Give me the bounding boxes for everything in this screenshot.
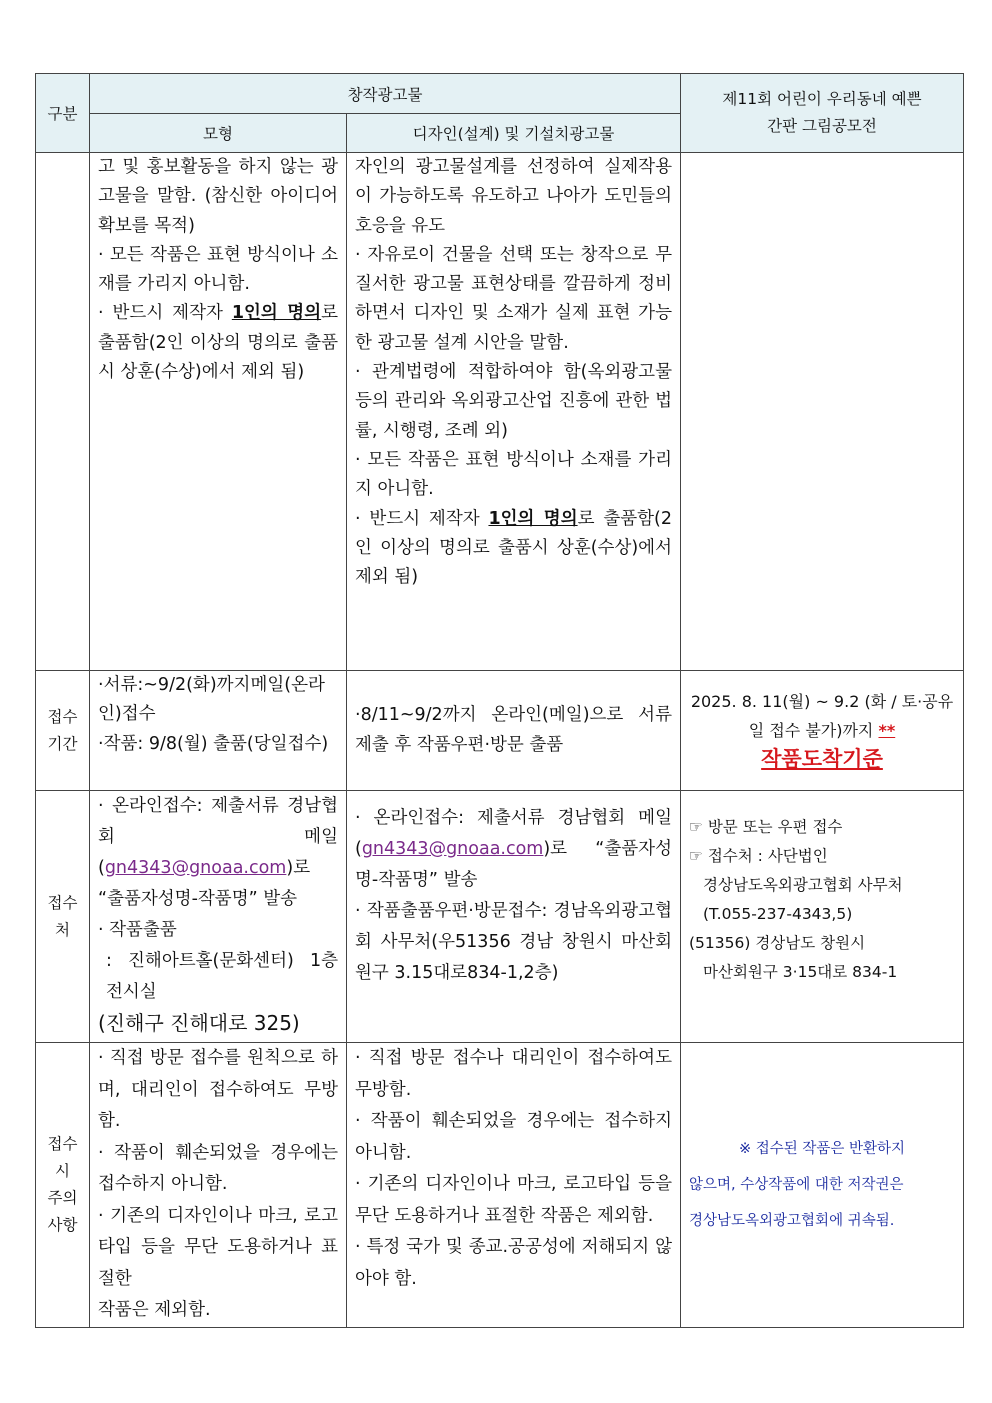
row4-model-para: · 기존의 디자인이나 마크, 로고타입 등을 무단 도용하거나 표절한 <box>98 1205 338 1289</box>
header-gubun: 구분 <box>36 74 90 153</box>
row3-model-para: (진해구 진해대로 325) <box>98 1011 300 1035</box>
row2-model-para: ·서류:~9/2(화)까지메일(온라인)접수 <box>98 675 325 725</box>
notice-line: 않으며, 수상작품에 대한 저작권은 <box>689 1176 904 1193</box>
row4-head-text: 접수 시 주의 사항 <box>47 1134 78 1234</box>
text-segment: 로 “출품자성명-작품명” 발송 <box>98 858 311 909</box>
contest-line: ☞ 방문 또는 우편 접수 <box>689 818 843 836</box>
text-segment: · 온라인접수: 제출서류 경남협회 메일 <box>98 796 338 847</box>
emphasis-one-person: 1인의 명의 <box>231 303 322 324</box>
text-segment: )로 “출품자성명-작품명” 발송 <box>355 839 672 890</box>
text-segment: 로 출품함(2인 이상의 명의로 출품시 상훈(수상)에서 제외 됨) <box>98 303 339 383</box>
text-segment: · 반드시 제작자 <box>98 303 232 324</box>
contest-table <box>35 73 964 1328</box>
row3-model-para: : 진해아트홀(문화센터) 1층 전시실 <box>106 951 338 1002</box>
row4-model <box>90 1043 347 1328</box>
row4-design-para: · 작품이 훼손되었을 경우에는 접수하지 아니함. <box>355 1111 672 1163</box>
row4-design-para: · 특정 국가 및 종교.공공성에 저해되지 않아야 함. <box>355 1237 672 1289</box>
contest-line: (T.055-237-4343,5) <box>703 905 853 923</box>
contest-line: (51356) 경상남도 창원시 <box>689 934 866 952</box>
row1-model <box>90 153 347 671</box>
row1-design <box>347 153 681 671</box>
row3-head <box>36 791 90 1043</box>
row2-model <box>90 671 347 791</box>
row4-design <box>347 1043 681 1328</box>
row4-head <box>36 1043 90 1328</box>
row3-design-para: · 작품출품우편·방문접수: 경남옥외광고협회 사무처(우51356 경남 창원시 마산회원구 3.15대로834-1,2층) <box>355 901 672 983</box>
row1-design-para <box>355 505 672 593</box>
email-link[interactable]: gn4343@gnoaa.com <box>361 839 544 859</box>
row2-model-para: ·작품: 9/8(월) 출품(당일접수) <box>98 733 329 754</box>
row1-design-para: 자인의 광고물설계를 선정하여 실제작용이 가능하도록 유도하고 나아가 도민들의 호응을 유도 <box>355 157 672 236</box>
notice-line: 경상남도옥외광고협회에 귀속됨. <box>689 1212 895 1229</box>
row2-contest <box>681 671 964 791</box>
row2-head-text: 접수 기간 <box>47 707 78 753</box>
period-stars: ** <box>878 720 896 740</box>
row2-design <box>347 671 681 791</box>
row2-head <box>36 671 90 791</box>
row4-contest <box>681 1043 964 1328</box>
row1-model-para: 고 및 홍보활동을 하지 않는 광고물을 말함. (참신한 아이디어 확보를 목적) <box>98 157 338 236</box>
row3-model-para: · 온라인접수: 제출서류 경남협회 메일 (gn4343@gnoaa.com)로 “출품자성명-작품명” 발송 <box>98 796 338 909</box>
text-segment: 로 출품함(2인 이상의 명의로 출품시 상훈(수상)에서 제외 됨) <box>355 508 673 588</box>
row4-design-para: · 기존의 디자인이나 마크, 로고타입 등을 무단 도용하거나 표절한 작품은 제외함. <box>355 1174 672 1226</box>
row4-model-para: 작품은 제외함. <box>98 1300 211 1320</box>
row3-model-para: · 작품출품 <box>98 920 177 940</box>
row1-model-para: · 모든 작품은 표현 방식이나 소재를 가리지 아니함. <box>98 244 338 295</box>
row3-design-para <box>355 803 672 896</box>
row1-model-para <box>98 299 338 387</box>
row1-design-para: · 모든 작품은 표현 방식이나 소재를 가리지 아니함. <box>355 449 672 500</box>
header-contest <box>681 74 964 153</box>
header-model: 모형 <box>90 114 347 153</box>
notice-line: ※ 접수된 작품은 반환하지 <box>738 1140 906 1157</box>
text-segment: · 온라인접수: 제출서류 경남협회 메일( <box>355 808 672 859</box>
row1-head <box>36 153 90 671</box>
row4-model-para: · 직접 방문 접수를 원칙으로 하며, 대리인이 접수하여도 무방함. <box>98 1048 338 1131</box>
contest-line: 경상남도옥외광고협회 사무처 <box>703 876 903 894</box>
row3-model <box>90 791 347 1043</box>
row3-design <box>347 791 681 1043</box>
row4-model-para: · 작품이 훼손되었을 경우에는 접수하지 아니함. <box>98 1142 338 1194</box>
period-text: 2025. 8. 11(월) ~ 9.2 (화 / 토·공유일 접수 불가)까지 <box>690 691 954 740</box>
contest-line: ☞ 접수처 : 사단법인 <box>689 847 828 865</box>
row1-design-para: · 관계법령에 적합하여야 함(옥외광고물 등의 관리와 옥외광고산업 진흥에 관한 법률, 시행령, 조례 외) <box>355 362 672 441</box>
row1-contest <box>681 153 964 671</box>
arrival-basis: 작품도착기준 <box>761 746 883 771</box>
email-link[interactable]: gn4343@gnoaa.com <box>104 858 287 878</box>
header-contest-text: 제11회 어린이 우리동네 예쁜간판 그림공모전 <box>722 90 922 135</box>
contest-line: 마산회원구 3·15대로 834-1 <box>703 963 898 981</box>
row4-design-para: · 직접 방문 접수나 대리인이 접수하여도 무방함. <box>355 1048 672 1100</box>
text-segment: · 반드시 제작자 <box>355 508 489 529</box>
header-group: 창작광고물 <box>90 74 681 114</box>
row3-contest <box>681 791 964 1043</box>
row2-design-para: ·8/11~9/2까지 온라인(메일)으로 서류 제출 후 작품우편·방문 출품 <box>355 705 672 755</box>
emphasis-one-person: 1인의 명의 <box>488 508 578 529</box>
row3-head-text: 접수 처 <box>47 893 78 939</box>
row1-design-para: · 자유로이 건물을 선택 또는 창작으로 무질서한 광고물 표현상태를 깔끔하게 정비하면서 디자인 및 소재가 실제 표현 가능한 광고물 설계 시안을 말함. <box>355 244 672 353</box>
header-design: 디자인(설계) 및 기설치광고물 <box>347 114 681 153</box>
